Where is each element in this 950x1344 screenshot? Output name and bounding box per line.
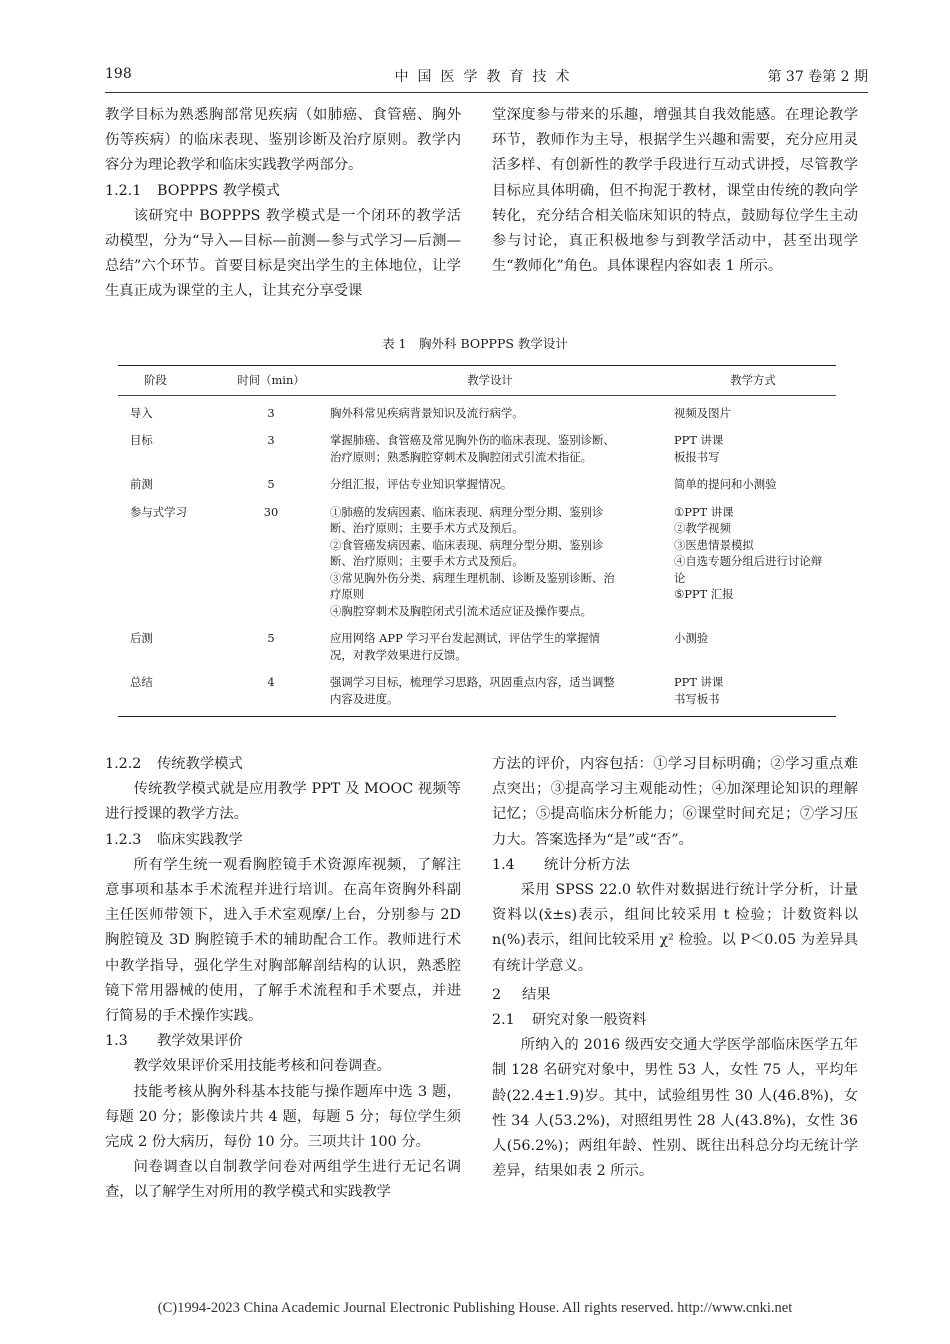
time-cell: 5 (267, 631, 275, 645)
paragraph: 问卷调查以自制教学问卷对两组学生进行无记名调查，以了解学生对所用的教学模式和实践教学 (105, 1159, 461, 1201)
paragraph: 教学目标为熟悉胸部常见疾病（如肺癌、食管癌、胸外伤等疾病）的临床表现、鉴别诊断及治疗原则。教学内容分为理论教学和临床实践教学两部分。 (105, 107, 461, 174)
page-number: 198 (105, 66, 132, 82)
paragraph: 堂深度参与带来的乐趣，增强其自我效能感。在理论教学环节，教师作为主导，根据学生兴趣和需要，充分应用灵活多样、有创新性的教学手段进行互动式讲授，尽管教学目标应具体明确，但不拘泥于教材，课堂由传统的教向学转化，充分结合相关临床知识的特点，鼓励每位学生主动参与讨论，真正积极地参与到教学活动中，甚至出现学生“教师化”角色。具体课程内容如表 1 所示。 (492, 107, 858, 275)
section-number: 1.2.2 (105, 756, 142, 772)
section-heading-1-2-2 (105, 752, 461, 777)
design-cell (310, 395, 660, 430)
section-title: 统计分析方法 (544, 856, 630, 873)
table-row (118, 395, 836, 430)
method-line: 板报书写 (674, 449, 720, 464)
design-line: 况，对教学效果进行反馈。 (330, 647, 467, 662)
section-number: 1.3 (105, 1033, 128, 1050)
table-row (118, 474, 836, 502)
section-number: 1.2.3 (105, 831, 142, 848)
stage-cell: 参与式学习 (130, 504, 187, 519)
section-heading-1-2-3 (105, 828, 461, 853)
stage-cell: 导入 (130, 405, 153, 420)
header-rule (105, 92, 868, 93)
design-line: 强调学习目标，梳理学习思路，巩固重点内容，适当调整 (330, 675, 615, 689)
design-line: 断、治疗原则；主要手术方式及预后。 (330, 521, 524, 535)
design-line: 分组汇报，评估专业知识掌握情况。 (330, 477, 513, 491)
section-title: 研究对象一般资料 (532, 1012, 647, 1029)
method-line: 简单的提问和小测验 (674, 477, 777, 491)
paragraph: 传统教学模式就是应用教学 PPT 及 MOOC 视频等进行授课的教学方法。 (105, 781, 461, 823)
running-header (105, 66, 868, 90)
column-header: 教学设计 (310, 366, 660, 396)
design-line: 治疗原则；熟悉胸腔穿刺术及胸腔闭式引流术指征。 (330, 449, 592, 464)
section-number: 2 (492, 986, 502, 1003)
section-title: 结果 (522, 986, 551, 1003)
section-number: 1.2.1 (105, 182, 142, 199)
method-line: 书写板书 (674, 691, 720, 706)
method-cell (660, 628, 836, 672)
paragraph: 采用 SPSS 22.0 软件对数据进行统计学分析，计量资料以(x̄±s)表示，组间比较采用 t 检验；计数资料以 n(%)表示，组间比较采用 χ² 检验。以 P＜0.05 为差异具有统计学意义。 (492, 882, 858, 974)
column-header: 阶段 (118, 366, 232, 396)
time-cell: 4 (267, 675, 275, 689)
design-line: 应用网络 APP 学习平台发起测试，评估学生的掌握情 (330, 631, 601, 645)
paragraph: 所有学生统一观看胸腔镜手术资源库视频，了解注意事项和基本手术流程并进行培训。在高年资胸外科副主任医师带领下，进入手术室观摩/上台，分别参与 2D 胸腔镜及 3D 胸腔镜手术的辅助配合工作。教师进行术中教学指导，强化学生对胸部解剖结构的认识，熟悉腔镜下常用器械的使用，了解手术流程和手术要点，并进行简易的手术操作实践。 (105, 856, 461, 1025)
section-heading-2 (492, 983, 858, 1008)
design-cell (310, 672, 660, 717)
time-cell: 30 (263, 504, 279, 519)
right-column-bottom (492, 752, 858, 1184)
time-cell: 5 (267, 477, 275, 491)
stage-cell: 总结 (130, 675, 153, 689)
design-line: 掌握肺癌、食管癌及常见胸外伤的临床表现、鉴别诊断、 (330, 433, 615, 447)
design-line: 断、治疗原则；主要手术方式及预后。 (330, 554, 524, 568)
design-cell (310, 502, 660, 629)
section-heading-1-4 (492, 853, 858, 878)
section-title: 传统教学模式 (157, 756, 243, 772)
section-heading-2-1 (492, 1008, 858, 1033)
section-title: BOPPPS 教学模式 (157, 182, 280, 199)
design-line: ③常见胸外伤分类、病理生理机制、诊断及鉴别诊断、治 (330, 570, 615, 585)
copyright-footer: (C)1994-2023 China Academic Journal Electronic Publishing House. All rights reserved. http://www.cnki.net (157, 1300, 793, 1316)
design-cell (310, 474, 660, 502)
table-1-caption: 表 1 胸外科 BOPPPS 教学设计 (382, 336, 568, 351)
table-header-row (118, 366, 836, 396)
method-cell (660, 395, 836, 430)
table-row (118, 628, 836, 672)
method-line: PPT 讲课 (674, 433, 724, 447)
method-cell (660, 430, 836, 474)
volume-issue: 第 37 卷第 2 期 (767, 69, 868, 85)
time-cell: 3 (267, 405, 275, 420)
section-heading-1-3 (105, 1029, 461, 1054)
journal-title: 中国医学教育技术 (394, 69, 579, 85)
paragraph: 所纳入的 2016 级西安交通大学医学部临床医学五年制 128 名研究对象中，男性 53 人，女性 75 人，平均年龄(22.4±1.9)岁。其中，试验组男性 30 人(46.8%)，女性 34 人(53.2%)，对照组男性 28 人(43.8%)，女性 36 人(56.2%)；两组年龄、性别、既往出科总分均无统计学差异，结果如表 2 所示。 (492, 1037, 858, 1180)
right-column-top (492, 103, 858, 279)
method-line: ①PPT 讲课 (674, 504, 734, 519)
design-line: 胸外科常见疾病背景知识及流行病学。 (330, 405, 524, 420)
design-line: 疗原则 (330, 587, 365, 601)
design-line: 内容及进度。 (330, 691, 399, 706)
method-cell (660, 474, 836, 502)
section-heading-1-2-1 (105, 179, 461, 204)
paragraph: 教学效果评价采用技能考核和问卷调查。 (133, 1058, 391, 1075)
method-line: ④自选专题分组后进行讨论辩论 (674, 554, 823, 585)
stage-cell: 目标 (130, 433, 153, 447)
design-line: ④胸腔穿刺术及胸腔闭式引流术适应证及操作要点。 (330, 603, 592, 618)
stage-cell: 前测 (130, 477, 153, 491)
time-cell: 3 (267, 433, 275, 447)
design-cell (310, 628, 660, 672)
method-line: PPT 讲课 (674, 675, 724, 689)
left-column-bottom (105, 752, 461, 1206)
paragraph: 该研究中 BOPPPS 教学模式是一个闭环的教学活动模型，分为“导入—目标—前测—参与式学习—后测—总结”六个环节。首要目标是突出学生的主体地位，让学生真正成为课堂的主人，让其充分享受课 (105, 207, 461, 300)
section-number: 1.4 (492, 856, 515, 873)
method-cell (660, 502, 836, 629)
column-header: 教学方式 (660, 366, 836, 396)
design-line: ①肺癌的发病因素、临床表现、病理分型分期、鉴别诊 (330, 504, 604, 519)
table-row (118, 430, 836, 474)
section-title: 临床实践教学 (157, 831, 243, 848)
table-1 (118, 365, 836, 717)
method-line: ⑤PPT 汇报 (674, 587, 734, 601)
left-column-top (105, 103, 461, 305)
design-cell (310, 430, 660, 474)
table-row (118, 672, 836, 717)
method-line: 小测验 (674, 631, 709, 645)
design-line: ②食管癌发病因素、临床表现、病理分型分期、鉴别诊 (330, 537, 604, 552)
paragraph: 技能考核从胸外科基本技能与操作题库中选 3 题，每题 20 分；影像读片共 4 题，每题 5 分；每位学生须完成 2 份大病历，每份 10 分。三项共计 100 分。 (105, 1083, 461, 1151)
column-header: 时间（min） (232, 366, 310, 396)
table-row (118, 502, 836, 629)
stage-cell: 后测 (130, 631, 153, 645)
method-line: ③医患情景模拟 (674, 537, 754, 552)
method-line: 视频及图片 (674, 405, 731, 420)
paragraph: 方法的评价，内容包括：①学习目标明确；②学习重点难点突出；③提高学习主观能动性；④加深理论知识的理解记忆；⑤提高临床分析能力；⑥课堂时间充足；⑦学习压力大。答案选择为“是”或“否”。 (492, 756, 858, 848)
method-cell (660, 672, 836, 717)
section-title: 教学效果评价 (157, 1033, 243, 1050)
method-line: ②教学视频 (674, 521, 731, 535)
section-number: 2.1 (492, 1012, 515, 1029)
